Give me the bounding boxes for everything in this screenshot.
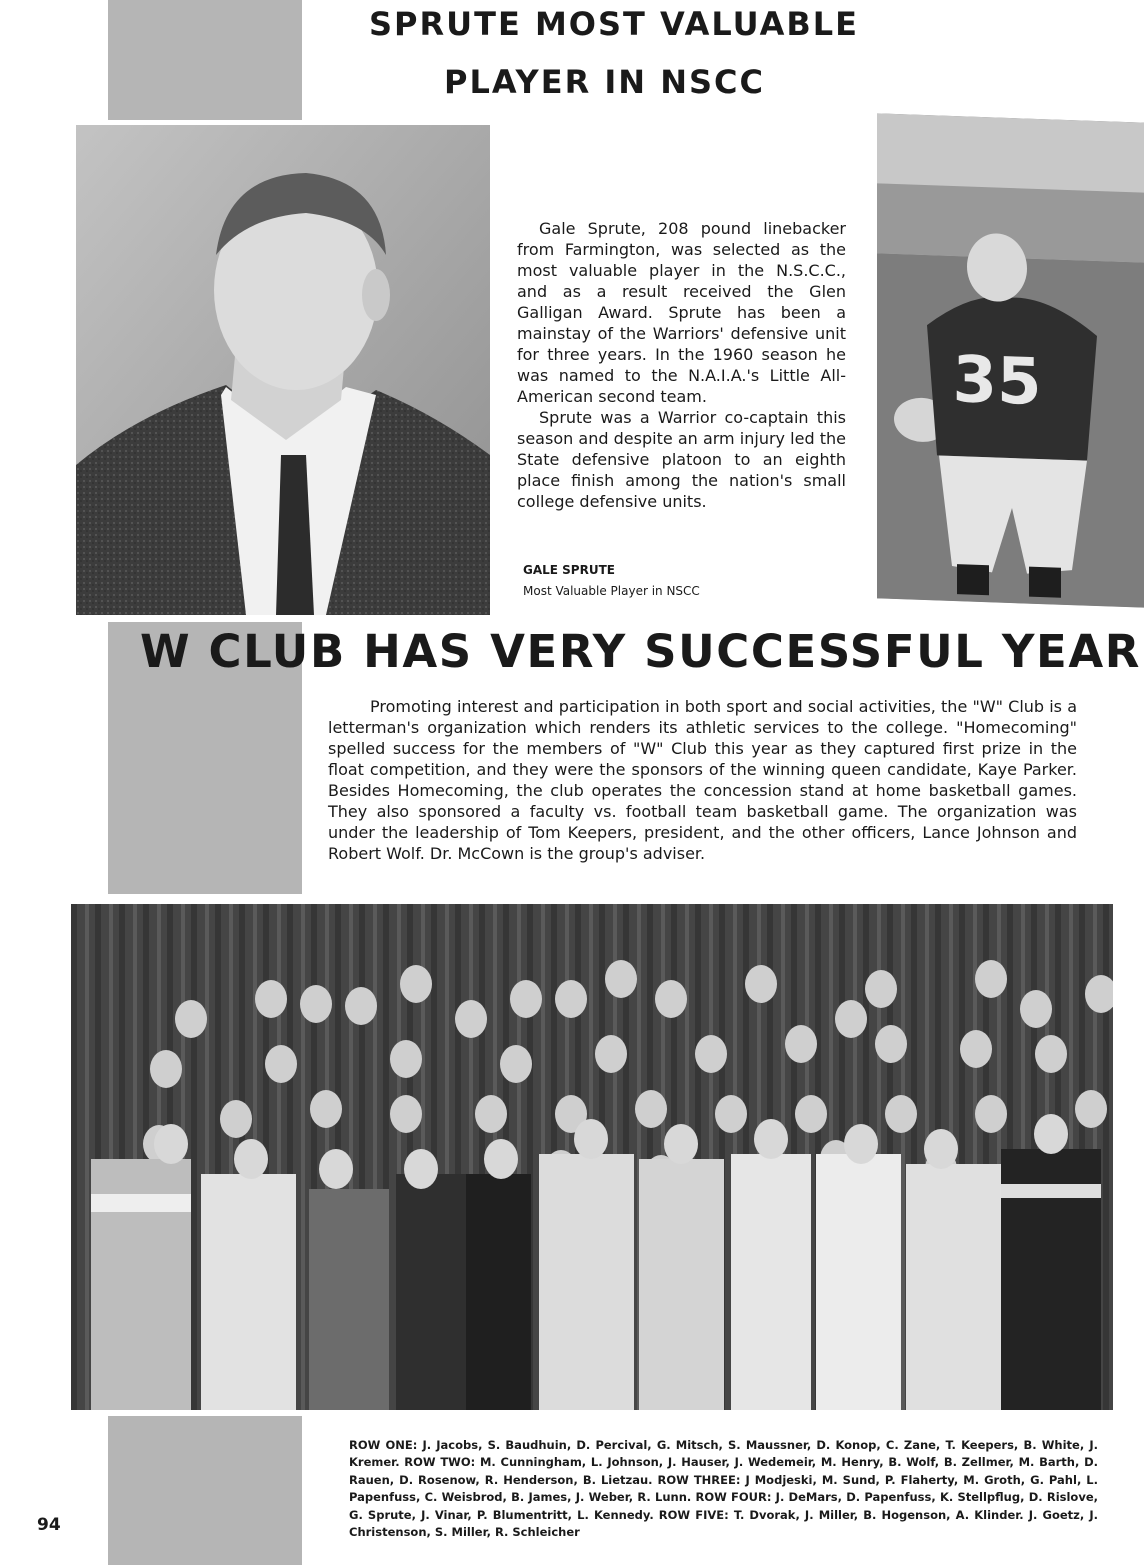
jersey-number: 35 (952, 342, 1042, 421)
sprute-football-photo (877, 113, 1144, 607)
wclub-paragraph: Promoting interest and participation in both sport and social activities, the "W" Club is a letterman's organization which renders its athletic services to the college. "Homecoming" spelled success for the members of "W" Club this year as they captured first prize in the float competition, and they were the sponsors of the winning queen candidate, Kaye Parker. Besides Homecoming, the club operates the concession stand at home basketball games. They also sponsored a faculty vs. football team basketball game. The organization was under the leadership of Tom Keepers, president, and the other officers, Lance Johnson and Robert Wolf. Dr. McCown is the group's adviser. (328, 697, 1077, 863)
portrait-caption (523, 560, 700, 602)
group-photo-caption: ROW ONE: J. Jacobs, S. Baudhuin, D. Percival, G. Mitsch, S. Maussner, D. Konop, C. Zane, T. Keepers, B. White, J. Kremer. ROW TWO: M. Cunningham, L. Johnson, J. Hauser, J. Wedemeir, M. Henry, B. Wolf, B. Zellmer, M. Barth, D. Rauen, D. Rosenow, R. Henderson, B. Lietzau. ROW THREE: J Modjeski, M. Sund, P. Flaherty, M. Groth, G. Pahl, L. Papenfuss, C. Weisbrod, B. James, J. Weber, R. Lunn. ROW FOUR: J. DeMars, D. Papenfuss, K. Stellpflug, D. Rislove, G. Sprute, J. Vinar, P. Blumentritt, L. Kennedy. ROW FIVE: T. Dvorak, J. Miller, B. Hogenson, A. Klinder. J. Goetz, J. Christenson, S. Miller, R. Schleicher (349, 1438, 1098, 1540)
caption-name: GALE SPRUTE (523, 563, 615, 577)
page-title-line1: SPRUTE MOST VALUABLE (369, 5, 860, 43)
sprute-portrait-photo (76, 125, 490, 615)
page-number: 94 (37, 1515, 61, 1535)
sprute-paragraph-2: Sprute was a Warrior co-captain this season and despite an arm injury led the State defensive platoon to an eighth place finish among the nation's small college defensive units. (517, 408, 846, 511)
wclub-headline: W CLUB HAS VERY SUCCESSFUL YEAR (140, 625, 1142, 678)
footer-gray-block (108, 1416, 302, 1565)
sprute-paragraph-1: Gale Sprute, 208 pound linebacker from Farmington, was selected as the most valuable player in the N.S.C.C., and as a result received the Glen Galligan Award. Sprute has been a mainstay of the Warriors' defensive unit for three years. In the 1960 season he was named to the N.A.I.A.'s Little All-American second team. (517, 219, 846, 406)
wclub-group-photo (71, 904, 1113, 1410)
header-gray-block (108, 0, 302, 120)
page-title-line2: PLAYER IN NSCC (444, 63, 765, 101)
caption-title: Most Valuable Player in NSCC (523, 584, 700, 598)
